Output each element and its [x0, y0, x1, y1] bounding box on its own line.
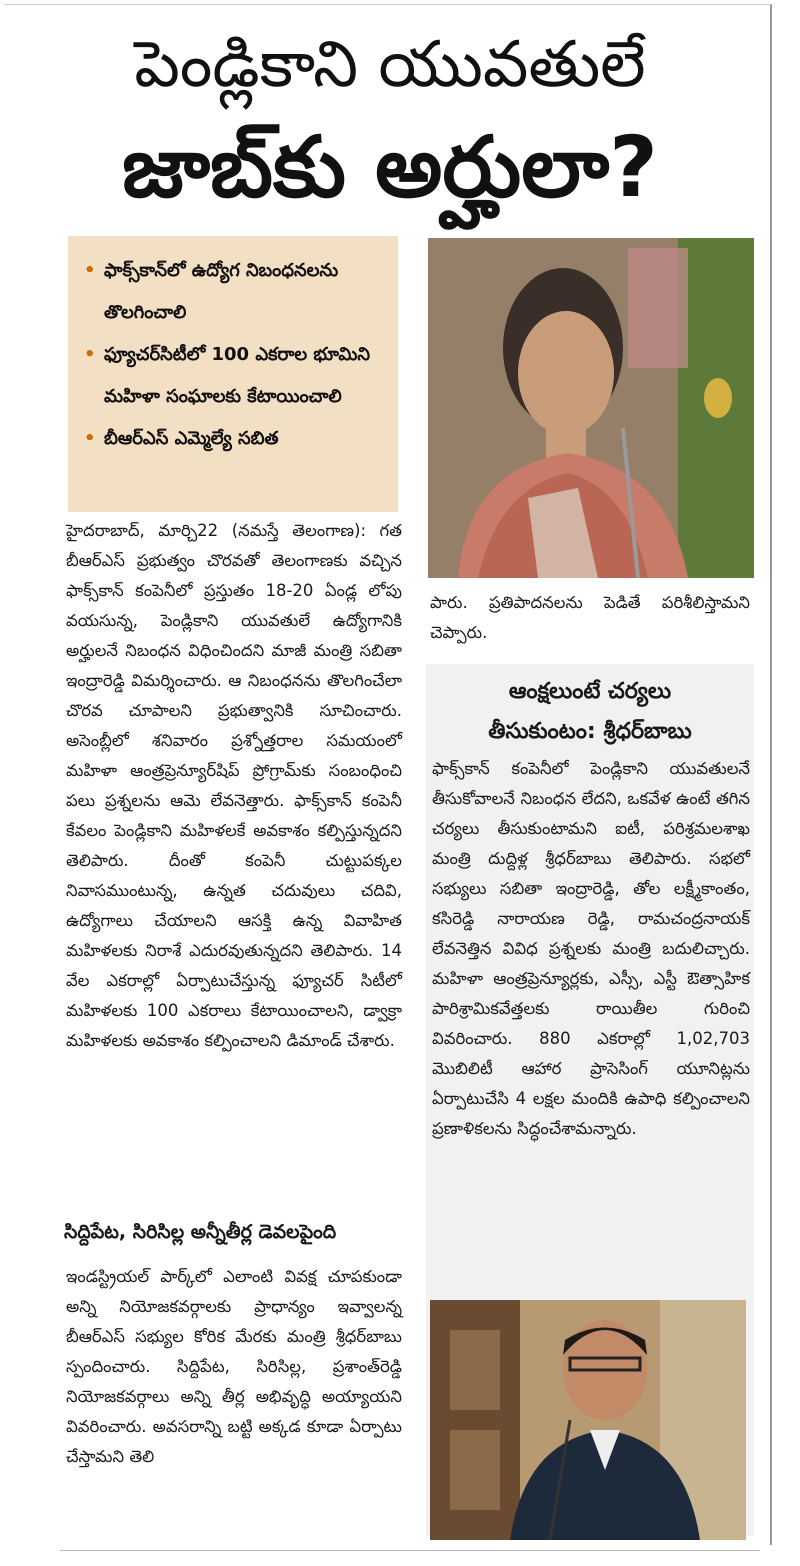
sidebar-paragraph: ఫాక్స్‌కాన్ కంపెనీలో పెండ్లికాని యువతులనే తీసుకోవాలనే నిబంధన లేదని, ఒకవేళ ఉంటే తగిన చర్యలు తీసుకుంటామని ఐటీ, పరిశ్రమలశాఖ మంత్రి దుద్దిళ్ల శ్రీధర్‌బాబు తెలిపారు. సభలో సభ్యులు సబితా ఇంద్రారెడ్డి, తోల లక్ష్మీకాంతం, కసిరెడ్డి నారాయణ రెడ్డి, రామచంద్రనాయక్ లేవనెత్తిన వివిధ ప్రశ్నలకు మంత్రి బదులిచ్చారు. మహిళా ఆంత్రప్రెన్యూర్లకు, ఎస్సీ, ఎస్టీ ఔత్సాహిక పారిశ్రామికవేత్తలకు రాయితీల గురించి వివరించారు. 880 ఎకరాల్లో 1,02,703 మొబిలిటీ ఆహార ప్రాసెసింగ్ యూనిట్లను ఏర్పాటుచేసి 4 లక్షల మందికి ఉపాధి కల్పించాలని ప్రణాళికలను సిద్ధంచేశామన్నారు.: [432, 759, 750, 1138]
highlight-item: • బీఆర్‌ఎస్ ఎమ్మెల్యే సబిత: [82, 418, 388, 460]
main-article-paragraph: హైదరాబాద్, మార్చి22 (నమస్తే తెలంగాణ): గత బీఆర్‌ఎస్ ప్రభుత్వం చొరవతో తెలంగాణకు వచ్చిన ఫాక్స్‌కాన్ కంపెనీలో ప్రస్తుతం 18-20 ఏండ్ల లోపు వయసున్న, పెండ్లికాని యువతులే ఉద్యోగానికి అర్హులనే నిబంధన విధించిందని మాజీ మంత్రి సబితా ఇంద్రారెడ్డి విమర్శించారు. ఆ నిబంధనను తొలగించేలా చొరవ చూపాలని ప్రభుత్వానికి సూచించారు. అసెంబ్లీలో శనివారం ప్రశ్నోత్తరాల సమయంలో మహిళా ఆంత్రప్రెన్యూర్‌షిప్ ప్రోగ్రామ్‌కు సంబంధించి పలు ప్రశ్నలను ఆమె లేవనెత్తారు. ఫాక్స్‌కాన్ కంపెనీ కేవలం పెండ్లికాని మహిళలకే అవకాశం కల్పిస్తున్నదని తెలిపారు. దీంతో కంపెనీ చుట్టుపక్కల నివాసముంటున్న, ఉన్నత చదువులు చదివి, ఉద్యోగాలు చేయాలని ఆసక్తి ఉన్న వివాహిత మహిళలకు నిరాశే ఎదురవుతున్నదని తెలిపారు. 14 వేల ఎకరాల్లో ఏర్పాటుచేస్తున్న ఫ్యూచర్ సిటీలో మహిళలకు 100 ఎకరాలు కేటాయించాలని, డ్వాక్రా మహిళలకు అవకాశం కల్పించాలని డిమాండ్ చేశారు.: [66, 521, 402, 1050]
sabitha-photo: [428, 238, 754, 578]
highlight-item: • ఫాక్స్‌కాన్‌లో ఉద్యోగ నిబంధనలను తొలగించాలి: [82, 250, 388, 334]
second-article-text: [66, 1262, 402, 1472]
sabitha-photo-illustration: [428, 238, 754, 578]
main-article-continuation: [430, 588, 750, 648]
highlight-item: • ఫ్యూచర్‌సిటీలో 100 ఎకరాల భూమిని మహిళా సంఘాలకు కేటాయించాలి: [82, 334, 388, 418]
sridhar-babu-photo: [430, 1300, 746, 1540]
main-article-text: [66, 516, 402, 1056]
second-paragraph: ఇండస్ట్రియల్ పార్క్‌లో ఎలాంటి వివక్ష చూపకుండా అన్ని నియోజకవర్గాలకు ప్రాధాన్యం ఇవ్వాలన్న బీఆర్‌ఎస్ సభ్యుల కోరిక మేరకు మంత్రి శ్రీధర్‌బాబు స్పందించారు. సిద్దిపేట, సిరిసిల్ల, ప్రశాంత్‌రెడ్డి నియోజకవర్గాలు అన్ని తీర్ల అభివృద్ధి అయ్యాయని వివరించారు. అవసరాన్ని బట్టి అక్కడ కూడా ఏర్పాటు చేస్తామని తెలి: [66, 1267, 402, 1466]
sidebar-text: [432, 754, 750, 1144]
bottom-rule: [60, 1550, 760, 1551]
subheading: సిద్దిపేట, సిరిసిల్ల అన్నీతీర్ల డెవలపైంది: [64, 1221, 337, 1243]
headline-line-1: పెండ్లికాని యువతులే: [134, 28, 646, 102]
sridhar-babu-photo-illustration: [430, 1300, 746, 1540]
sidebar-title-line-2: తీసుకుంటం: శ్రీధర్‌బాబు: [488, 719, 692, 744]
continuation-paragraph: పారు. ప్రతిపాదనలను పెడితే పరిశీలిస్తామని చెప్పారు.: [430, 593, 750, 642]
sidebar-title-line-1: ఆంక్షలుంటే చర్యలు: [508, 679, 672, 704]
headline-line-2: జాబ్‌కు అర్హులా?: [122, 118, 658, 216]
highlights-box: [68, 236, 398, 512]
